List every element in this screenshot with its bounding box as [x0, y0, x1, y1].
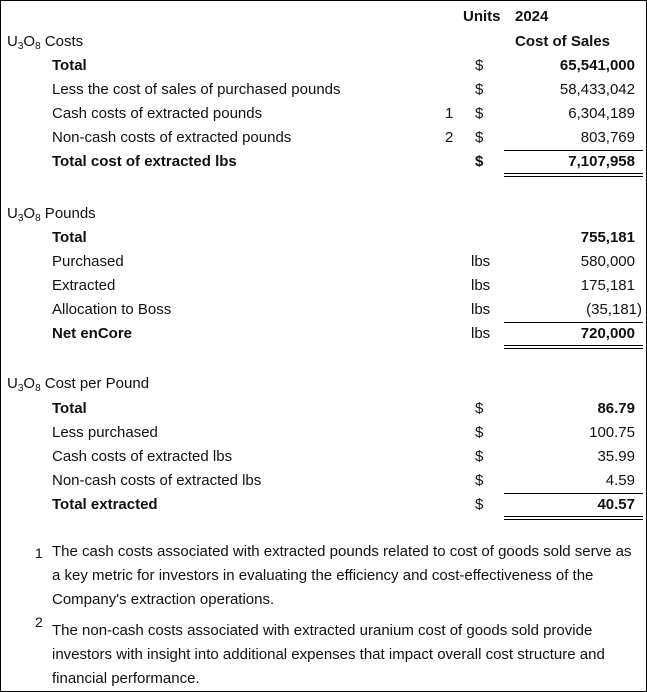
row-unit: $ [475, 129, 484, 146]
row-label: Total [52, 57, 87, 74]
section-title-cost-per-pound: $U_3O_8$ Cost per Pound [7, 375, 150, 394]
row-unit: $ [475, 472, 484, 489]
total-double-rule [504, 516, 643, 520]
row-label: Total [52, 400, 87, 417]
row-unit: $ [475, 81, 484, 98]
row-value: 175,181 [580, 277, 635, 294]
row-label: Total [52, 229, 87, 246]
row-value: (35,181) [586, 301, 642, 318]
row-value: 65,541,000 [559, 57, 635, 74]
row-unit: $ [475, 57, 484, 74]
row-unit: lbs [471, 325, 491, 342]
row-value: 803,769 [580, 129, 635, 146]
footnote-text: The non-cash costs associated with extracted uranium cost of goods sold provide investors with insight into additional expenses that impact overall cost structure and financial performance. [52, 622, 605, 687]
subtotal-rule [504, 150, 643, 151]
row-value: 580,000 [580, 253, 635, 270]
row-label: Less the cost of sales of purchased pounds [52, 81, 341, 98]
row-value: 35.99 [597, 448, 635, 465]
row-label: Net enCore [52, 325, 133, 342]
year-header: 2024 [515, 8, 549, 25]
footnote-ref-2: 2 [445, 129, 454, 146]
row-value: 58,433,042 [559, 81, 635, 98]
row-label: Less purchased [52, 424, 158, 441]
row-unit: $ [475, 400, 484, 417]
row-unit: $ [475, 496, 484, 513]
row-label: Non-cash costs of extracted pounds [52, 129, 292, 146]
row-unit: lbs [471, 301, 491, 318]
row-label: Extracted [52, 277, 116, 294]
section-title-pounds: $U_3O_8$ Pounds [7, 205, 96, 224]
row-unit: $ [475, 153, 484, 170]
row-label: Cash costs of extracted pounds [52, 105, 263, 122]
cost-of-sales-header: Cost of Sales [515, 33, 611, 50]
row-unit: lbs [471, 277, 491, 294]
row-value: 6,304,189 [568, 105, 635, 122]
row-label: Allocation to Boss [52, 301, 172, 318]
subtotal-rule [504, 322, 643, 323]
section-title-costs: $U_3O_8$ Costs [7, 33, 84, 52]
footnote-ref-1: 1 [445, 105, 454, 122]
footnote-text: The cash costs associated with extracted pounds related to cost of goods sold serve as a key metric for investors in evaluating the efficiency and cost-effectiveness of the Company's extraction operations. [52, 543, 632, 608]
row-value: 4.59 [605, 472, 635, 489]
total-double-rule [504, 173, 643, 177]
row-value: 755,181 [580, 229, 635, 246]
row-value: 86.79 [597, 400, 635, 417]
footnote-number: 2 [35, 614, 43, 630]
subtotal-rule [504, 493, 643, 494]
row-unit: $ [475, 105, 484, 122]
row-label: Non-cash costs of extracted lbs [52, 472, 262, 489]
row-label: Cash costs of extracted lbs [52, 448, 233, 465]
footnote-number: 1 [35, 545, 43, 561]
row-label: Total extracted [52, 496, 158, 513]
row-label: Purchased [52, 253, 124, 270]
row-unit: lbs [471, 253, 491, 270]
units-header: Units [463, 8, 501, 25]
row-label: Total cost of extracted lbs [52, 153, 237, 170]
row-value: 720,000 [580, 325, 635, 342]
row-unit: $ [475, 424, 484, 441]
row-unit: $ [475, 448, 484, 465]
row-value: 100.75 [589, 424, 635, 441]
total-double-rule [504, 345, 643, 349]
row-value: 40.57 [597, 496, 635, 513]
row-value: 7,107,958 [568, 153, 635, 170]
